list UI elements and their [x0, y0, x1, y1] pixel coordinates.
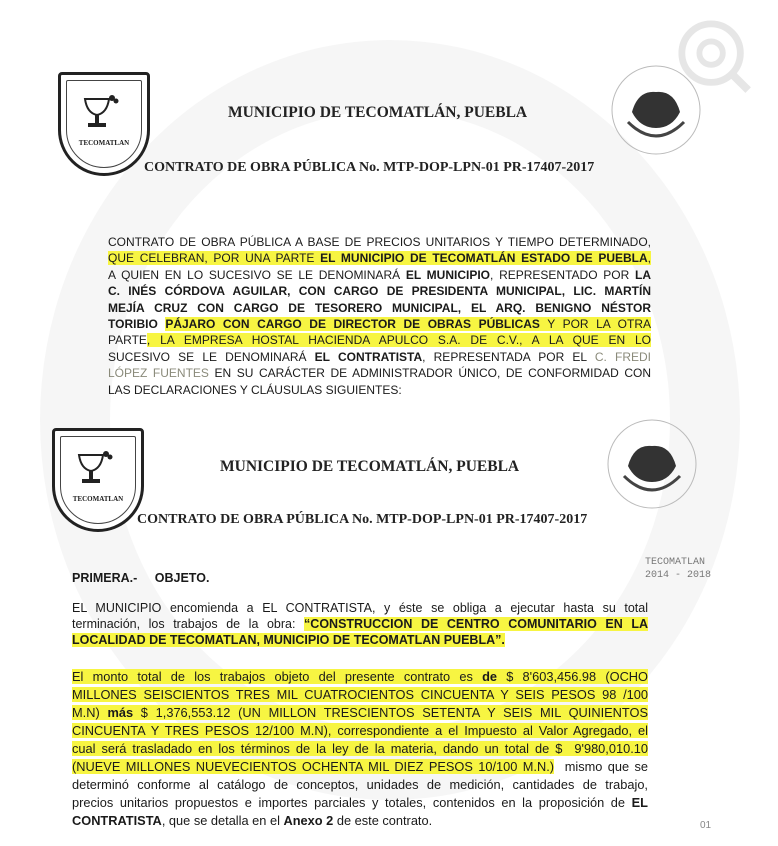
object-paragraph: [72, 600, 648, 648]
text-segment: de: [482, 669, 497, 684]
text-segment: más: [107, 705, 134, 720]
text-line: [72, 794, 648, 812]
text-segment: ,: [647, 251, 651, 266]
preamble-paragraph: [108, 234, 651, 398]
text-line: [72, 632, 648, 648]
text-segment: MEJÍA CRUZ CON CARGO DE TESORERO MUNICIPAL, EL ARQ. BENIGNO NÉSTOR: [108, 300, 651, 315]
text-segment: SUCESIVO SE LE DENOMINARÁ: [108, 349, 315, 364]
text-line: [72, 740, 648, 758]
clause-heading: [72, 571, 209, 585]
text-line: [108, 283, 651, 299]
text-segment: , LA EMPRESA HOSTAL HACIENDA APULCO S.A. DE C.V., A LA QUE EN LO: [146, 333, 651, 348]
text-segment: $ 1,376,553.12 (UN MILLON TRESCIENTOS SETENTA Y SEIS MIL QUINIENTOS: [133, 705, 648, 720]
text-segment: precios unitarios propuestos e importes parciales y totales, contenidos en la proposición de: [72, 795, 632, 810]
stamp-line-2: 2014 - 2018: [645, 570, 712, 581]
text-line: [72, 704, 648, 722]
text-segment: El monto total de los trabajos objeto del presente contrato es: [72, 669, 483, 684]
text-segment: cual será trasladado en los términos de la ley de la materia, dando un total de $ 9'980,010.10: [72, 741, 648, 756]
stamp-line-1: TECOMATLAN: [645, 557, 706, 568]
text-segment: , REPRESENTADO POR: [490, 267, 635, 282]
logo-label: TECOMATLAN: [72, 495, 124, 503]
text-segment: , que se detalla en el: [161, 813, 284, 828]
text-segment: EL CONTRATISTA: [314, 349, 423, 364]
text-line: [108, 382, 651, 398]
text-segment: LÓPEZ FUENTES: [108, 366, 209, 381]
municipality-title: MUNICIPIO DE TECOMATLÁN, PUEBLA: [220, 458, 520, 475]
municipality-title: MUNICIPIO DE TECOMATLÁN, PUEBLA: [228, 104, 528, 121]
text-segment: LAS DECLARACIONES Y CLÁUSULAS SIGUIENTES:: [108, 382, 402, 397]
text-segment: EL MUNICIPIO encomienda a EL CONTRATISTA, y éste se obliga a ejecutar hasta su total: [72, 601, 648, 615]
text-segment: mismo que se: [554, 759, 648, 774]
text-segment: CONTRATISTA: [72, 813, 162, 828]
text-line: [72, 758, 648, 776]
logo-label: TECOMATLAN: [78, 139, 130, 147]
text-line: [108, 316, 651, 332]
text-segment: determinó conforme al catálogo de conceptos, unidades de medición, cantidades de trabajo,: [72, 777, 648, 792]
text-segment: EL MUNICIPIO DE TECOMATLÁN ESTADO DE PUEBLA: [320, 251, 648, 266]
text-segment: (NUEVE MILLONES NUEVECIENTOS OCHENTA MIL DIEZ PESOS 10/100 M.N.): [72, 759, 555, 774]
text-line: [108, 250, 651, 266]
text-segment: EL: [631, 795, 648, 810]
text-line: [108, 234, 651, 250]
contract-number: CONTRATO DE OBRA PÚBLICA No. MTP-DOP-LPN-01 PR-17407-2017: [137, 512, 588, 527]
side-stamp: [645, 556, 711, 582]
contract-number: CONTRATO DE OBRA PÚBLICA No. MTP-DOP-LPN-01 PR-17407-2017: [144, 160, 595, 175]
text-segment: C. INÉS CÓRDOVA AGUILAR, CON CARGO DE PRESIDENTA MUNICIPAL, LIC. MARTÍN: [108, 284, 651, 299]
text-line: [72, 668, 648, 686]
text-line: [108, 300, 651, 316]
text-segment: CONTRATO DE OBRA PÚBLICA A BASE DE PRECIOS UNITARIOS Y TIEMPO DETERMINADO,: [108, 235, 651, 249]
text-segment: $ 8'603,456.98 (OCHO: [497, 669, 649, 684]
text-segment: , REPRESENTADA POR EL: [422, 349, 595, 364]
text-line: [72, 600, 648, 616]
text-line: [72, 686, 648, 704]
text-segment: “CONSTRUCCION DE CENTRO COMUNITARIO EN LA: [304, 617, 649, 631]
page-number: 01: [700, 820, 712, 831]
chalice-icon: [83, 93, 119, 133]
text-segment: A QUIEN EN LO SUCESIVO SE LE DENOMINARÁ: [108, 267, 406, 282]
text-line: [108, 332, 651, 348]
text-line: [72, 616, 648, 632]
text-segment: CINCUENTA Y TRES PESOS 12/100 M.N), correspondiente a el Impuesto al Valor Agregado, el: [72, 723, 648, 738]
municipal-logo: [52, 428, 144, 532]
text-segment: terminación, los trabajos de la obra:: [72, 617, 305, 631]
text-segment: Y POR LA OTRA: [539, 317, 652, 332]
text-line: [72, 722, 648, 740]
text-segment: EN SU CARÁCTER DE ADMINISTRADOR ÚNICO, DE CONFORMIDAD CON: [208, 366, 652, 381]
chalice-icon: [77, 449, 113, 489]
text-segment: PARTE: [108, 333, 147, 348]
municipal-logo: [58, 72, 150, 176]
text-segment: LOCALIDAD DE TECOMATLAN, MUNICIPIO DE TECOMATLAN PUEBLA”.: [72, 633, 505, 647]
text-line: [72, 812, 648, 830]
text-segment: C. FREDI: [594, 349, 651, 364]
text-segment: Anexo 2: [283, 813, 334, 828]
text-segment: PÁJARO CON CARGO DE DIRECTOR DE OBRAS PÚBLICAS: [165, 317, 540, 332]
text-segment: M.N): [72, 705, 108, 720]
amount-paragraph: [72, 668, 648, 830]
text-segment: EL MUNICIPIO: [405, 267, 491, 282]
text-segment: de este contrato.: [333, 813, 433, 828]
text-segment: MILLONES SEISCIENTOS TRES MIL CUATROCIENTOS CINCUENTA Y SEIS PESOS 98 /100: [72, 687, 648, 702]
text-segment: TORIBIO: [108, 317, 166, 332]
text-line: [72, 776, 648, 794]
text-segment: LA: [634, 267, 651, 282]
text-line: [108, 365, 651, 381]
text-line: [108, 267, 651, 283]
text-segment: QUE CELEBRAN, POR UNA PARTE: [108, 251, 321, 266]
clause-title: OBJETO.: [154, 571, 210, 585]
mexican-coat-of-arms-seal: [604, 416, 700, 512]
clause-number: PRIMERA.-: [72, 571, 138, 585]
text-line: [108, 349, 651, 365]
mexican-coat-of-arms-seal: [608, 62, 704, 158]
